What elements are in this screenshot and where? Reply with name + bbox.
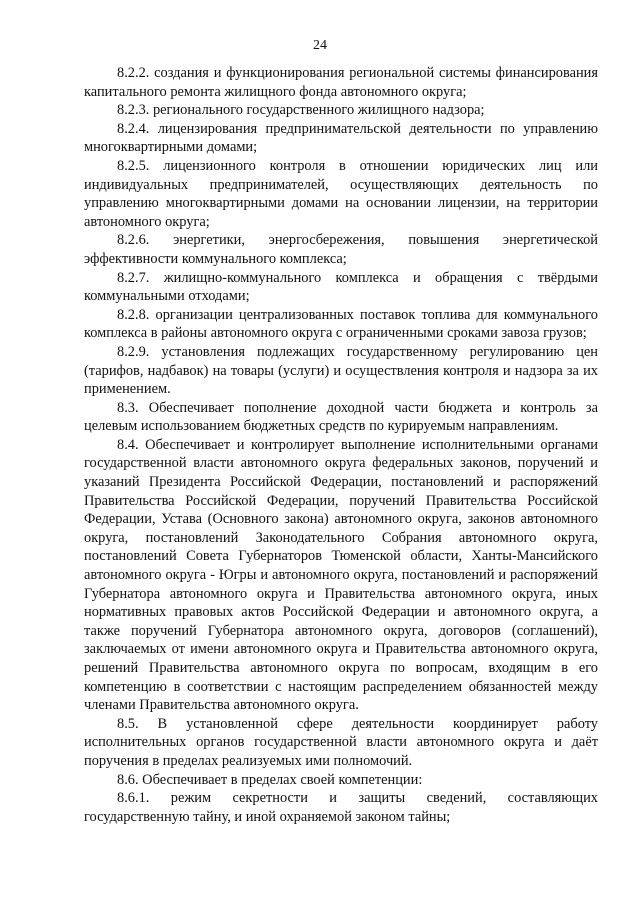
page-number: 24 <box>313 38 327 53</box>
paragraph-8-2-8: 8.2.8. организации централизованных поставок топлива для коммунального комплекса в районы автономного округа с ограниченными сроками завоза грузов; <box>84 306 598 342</box>
paragraph-8-2-6: 8.2.6. энергетики, энергосбережения, повышения энергетической эффективности коммунального комплекса; <box>84 232 598 267</box>
paragraph-8-6-1: 8.6.1. режим секретности и защиты сведений, составляющих государственную тайну, и иной охраняемой законом тайны; <box>84 790 598 825</box>
paragraph-8-2-5: 8.2.5. лицензионного контроля в отношении юридических лиц или индивидуальных предпринимателей, осуществляющих деятельность по управлению многоквартирными домами на основании лицензии, на территории автономного округа; <box>84 157 598 230</box>
paragraph-8-2-2: 8.2.2. создания и функционирования региональной системы финансирования капитального ремонта жилищного фонда автономного округа; <box>84 65 598 100</box>
paragraph-8-6: 8.6. Обеспечивает в пределах своей компетенции: <box>117 771 423 788</box>
paragraph-8-2-9: 8.2.9. установления подлежащих государственному регулированию цен (тарифов, надбавок) на товары (услуги) и осуществления контроля и надзора за их применением. <box>84 343 598 398</box>
paragraph-8-2-4: 8.2.4. лицензирования предпринимательской деятельности по управлению многоквартирными домами; <box>84 120 598 156</box>
paragraph-8-5: 8.5. В установленной сфере деятельности координирует работу исполнительных органов государственной власти автономного округа и даёт поручения в пределах реализуемых ими полномочий. <box>84 715 598 769</box>
paragraph-8-4: 8.4. Обеспечивает и контролирует выполнение исполнительными органами государственной власти автономного округа федеральных законов, поручений и указаний Президента Российской Федерации, постановлений и распоряжений Правительства Российской Федерации, поручений Правительства Российской Федерации, Устава (Основного закона) автономного округа, законов автономного округа, постановлений Законодательного Собрания автономного округа, постановлений Совета Губернаторов Тюменской области, Ханты-Мансийского автономного округа - Югры и автономного округа, постановлений и распоряжений Губернатора автономного округа и Правительства автономного округа, иных нормативных правовых актов Российской Федерации и автономного округа, а также поручений Губернатора автономного округа, договоров (соглашений), заключаемых от имени автономного округа и Правительства автономного округа, решений Правительства автономного округа по вопросам, входящим в его компетенцию в соответствии с настоящим распределением обязанностей между членами Правительства автономного округа. <box>84 436 598 714</box>
paragraph-8-2-7: 8.2.7. жилищно-коммунального комплекса и обращения с твёрдыми коммунальными отходами; <box>84 269 598 305</box>
document-body <box>84 64 598 826</box>
paragraph-8-3: 8.3. Обеспечивает пополнение доходной части бюджета и контроль за целевым использованием бюджетных средств по курируемым направлениям. <box>84 399 598 435</box>
paragraph-8-2-3: 8.2.3. регионального государственного жилищного надзора; <box>117 102 485 119</box>
